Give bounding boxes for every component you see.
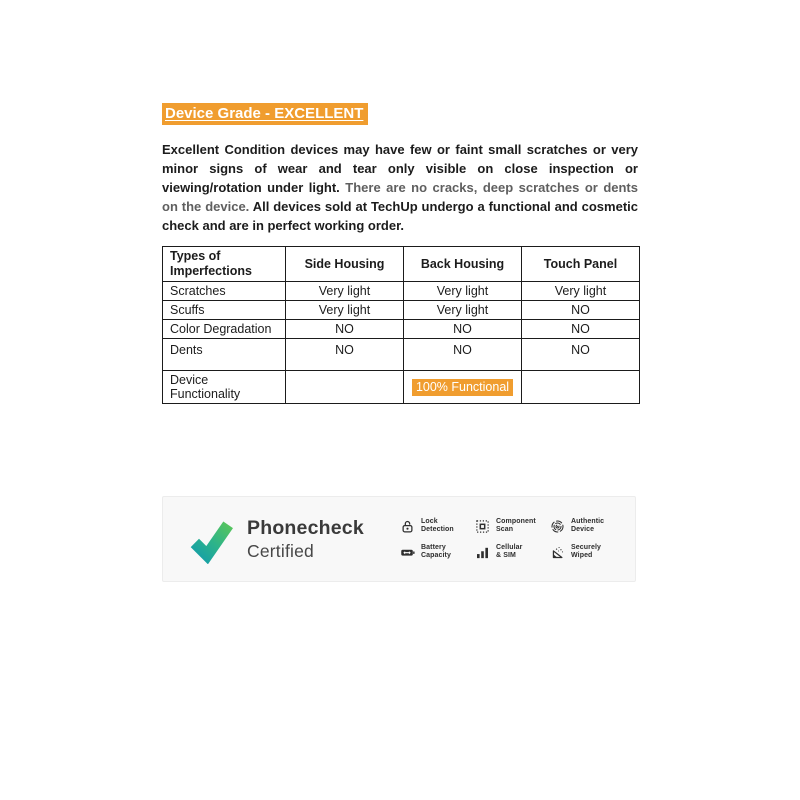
table-header-row bbox=[163, 247, 640, 282]
functionality-highlight: 100% Functional bbox=[412, 379, 513, 396]
row-label: Dents bbox=[163, 339, 286, 371]
cell-functionality bbox=[404, 371, 522, 404]
cell-value: Very light bbox=[286, 282, 404, 301]
imperfections-table bbox=[162, 246, 640, 404]
column-header-types: Types of Imperfections bbox=[163, 247, 286, 282]
phonecheck-logo bbox=[188, 514, 364, 564]
brand-subtitle: Certified bbox=[247, 540, 314, 561]
row-label: Device Functionality bbox=[163, 371, 286, 404]
page-title bbox=[162, 103, 639, 125]
cell-value: Very light bbox=[404, 282, 522, 301]
table-row-scratches bbox=[163, 282, 640, 301]
cell-value: NO bbox=[286, 320, 404, 339]
description-part-2: There are no cracks, deep scratches or dents on the device. bbox=[162, 180, 638, 214]
battery-icon bbox=[400, 545, 415, 560]
cell-empty bbox=[286, 371, 404, 404]
cell-value: NO bbox=[522, 339, 640, 371]
feature-authentic-device bbox=[550, 518, 625, 534]
row-label: Scratches bbox=[163, 282, 286, 301]
table-row-dents bbox=[163, 339, 640, 371]
brand-text bbox=[247, 517, 364, 562]
row-label: Scuffs bbox=[163, 301, 286, 320]
cell-value: NO bbox=[404, 339, 522, 371]
description-paragraph bbox=[162, 140, 638, 235]
row-label: Color Degradation bbox=[163, 320, 286, 339]
description-part-3: All devices sold at TechUp undergo a functional and cosmetic check and are in perfect working order. bbox=[162, 199, 638, 233]
cell-value: Very light bbox=[404, 301, 522, 320]
feature-label: Lock Detection bbox=[421, 518, 454, 533]
certification-features bbox=[400, 518, 625, 560]
cell-value: NO bbox=[404, 320, 522, 339]
column-header-side-housing: Side Housing bbox=[286, 247, 404, 282]
certification-card bbox=[162, 496, 636, 582]
table-row-device-functionality bbox=[163, 371, 640, 404]
cell-value: NO bbox=[286, 339, 404, 371]
table-row-scuffs bbox=[163, 301, 640, 320]
feature-label: Battery Capacity bbox=[421, 544, 451, 559]
checkmark-icon bbox=[188, 516, 235, 564]
cell-value: Very light bbox=[286, 301, 404, 320]
wipe-icon bbox=[550, 545, 565, 560]
feature-cellular-sim bbox=[475, 544, 550, 560]
feature-component-scan bbox=[475, 518, 550, 534]
cell-value: NO bbox=[522, 301, 640, 320]
feature-label: Authentic Device bbox=[571, 518, 605, 533]
cell-value: NO bbox=[522, 320, 640, 339]
feature-label: Securely Wiped bbox=[571, 544, 601, 559]
description-part-1: Excellent Condition devices may have few or faint small scratches or very minor signs of wear and tear only visible on close inspection or viewing/rotation under light. bbox=[162, 142, 638, 195]
feature-label: Component Scan bbox=[496, 518, 536, 533]
title-highlight: Device Grade - EXCELLENT bbox=[162, 103, 368, 125]
column-header-back-housing: Back Housing bbox=[404, 247, 522, 282]
column-header-touch-panel: Touch Panel bbox=[522, 247, 640, 282]
cell-empty bbox=[522, 371, 640, 404]
table-row-color-degradation bbox=[163, 320, 640, 339]
fingerprint-icon bbox=[550, 519, 565, 534]
cellular-signal-icon bbox=[475, 545, 490, 560]
feature-lock-detection bbox=[400, 518, 475, 534]
cell-value: Very light bbox=[522, 282, 640, 301]
feature-label: Cellular & SIM bbox=[496, 544, 523, 559]
lock-icon bbox=[400, 519, 415, 534]
component-scan-icon bbox=[475, 519, 490, 534]
document-content bbox=[162, 103, 639, 582]
feature-battery-capacity bbox=[400, 544, 475, 560]
brand-name: Phonecheck bbox=[247, 516, 364, 539]
feature-securely-wiped bbox=[550, 544, 625, 560]
